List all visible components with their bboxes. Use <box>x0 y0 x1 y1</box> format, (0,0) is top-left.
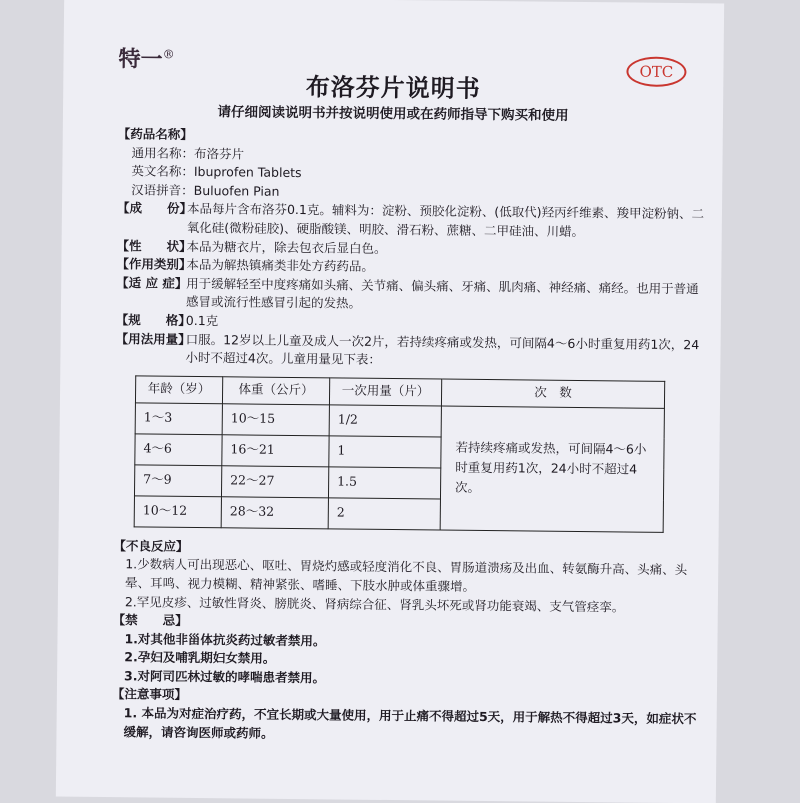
name-section-label: 【药品名称】 <box>117 126 193 142</box>
adverse-item: 1.少数病人可出现恶心、呕吐、胃烧灼感或轻度消化不良、胃肠道溃疡及出血、转氨酶升高、头痛、头晕、耳鸣、视力模糊、精神紧张、嗜睡、下肢水肿或体重骤增。 <box>124 556 688 594</box>
precautions-label: 【注意事项】 <box>111 686 187 703</box>
age-cell: 1～3 <box>135 403 222 435</box>
leaflet-page <box>56 0 724 803</box>
category-label: 【作用类别】 <box>116 256 192 273</box>
leaflet-body <box>111 125 707 747</box>
dose-cell: 1/2 <box>329 405 441 437</box>
contraindication-item: 1.对其他非甾体抗炎药过敏者禁用。 <box>124 630 326 649</box>
weight-cell: 16～21 <box>222 434 329 466</box>
pinyin-name: 汉语拼音：Buluofen Pian <box>131 182 280 199</box>
composition-text: 本品每片含布洛芬0.1克。辅料为：淀粉、预胶化淀粉、(低取代)羟丙纤维素、羧甲淀粉钠、二氧化硅(微粉硅胶)、硬脂酸镁、明胶、滑石粉、蔗糖、二甲硅油、川蜡。 <box>186 201 705 239</box>
indications-text: 用于缓解轻至中度疼痛如头痛、关节痛、偏头痛、牙痛、肌肉痛、神经痛、痛经。也用于普通感冒或流行性感冒引起的发热。 <box>185 275 699 312</box>
contraindication-item: 3.对阿司匹林过敏的哮喘患者禁用。 <box>124 668 326 686</box>
usage-text: 口服。12岁以上儿童及成人一次2片，若持续疼痛或发热，可间隔4～6小时重复用药1次，24小时不超过4次。儿童用量见下表： <box>185 331 700 368</box>
contraindication-item: 2.孕妇及哺乳期妇女禁用。 <box>124 649 276 667</box>
generic-name: 通用名称：布洛芬片 <box>131 144 245 162</box>
dose-cell: 1 <box>329 436 441 468</box>
dose-cell: 2 <box>328 498 440 530</box>
header-frequency: 次 数 <box>441 379 664 408</box>
age-cell: 10～12 <box>134 496 221 528</box>
dose-table <box>134 375 666 533</box>
age-cell: 4～6 <box>135 434 222 466</box>
indications-label: 【适 应 症】 <box>116 274 188 291</box>
spec-label: 【规 格】 <box>115 312 191 328</box>
age-cell: 7～9 <box>134 465 221 497</box>
dose-cell: 1.5 <box>328 467 440 499</box>
registered-mark: ® <box>162 47 175 62</box>
document-subtitle: 请仔细阅读说明书并按说明使用或在药师指导下购买和使用 <box>217 104 569 124</box>
category-text: 本品为解热镇痛类非处方药药品。 <box>186 257 374 274</box>
header-weight: 体重（公斤） <box>222 376 329 404</box>
contraindications-label: 【禁 忌】 <box>112 612 188 628</box>
composition-section <box>117 200 707 243</box>
usage-section <box>115 330 705 373</box>
otc-label: OTC <box>639 62 674 81</box>
weight-cell: 28～32 <box>221 496 328 528</box>
precaution-item: 1. 本品为对症治疗药，不宜长期或大量使用，用于止痛不得超过5天，用于解热不得超过3天，如症状不缓解，请咨询医师或药师。 <box>123 705 697 741</box>
properties-text: 本品为糖衣片，除去包衣后显白色。 <box>186 238 387 256</box>
english-name: 英文名称：Ibuprofen Tablets <box>131 163 302 181</box>
adverse-item: 2.罕见皮疹、过敏性肾炎、膀胱炎、肾病综合征、肾乳头坏死或肾功能衰竭、支气管痉挛。 <box>124 593 625 614</box>
header-age: 年龄（岁） <box>135 376 222 404</box>
brand-name: 特一 <box>118 46 163 73</box>
spec-text: 0.1克 <box>185 312 219 329</box>
frequency-cell: 若持续疼痛或发热，可间隔4～6小时重复用药1次，24小时不超过4次。 <box>440 406 664 532</box>
indications-section <box>116 274 706 317</box>
adverse-label: 【不良反应】 <box>113 537 189 554</box>
usage-label: 【用法用量】 <box>115 330 191 347</box>
header-dose: 一次用量（片） <box>329 378 441 406</box>
document-title: 布洛芬片说明书 <box>305 73 481 103</box>
composition-label: 【成 份】 <box>116 200 193 217</box>
weight-cell: 10～15 <box>222 403 329 435</box>
properties-label: 【性 状】 <box>116 237 192 254</box>
weight-cell: 22～27 <box>221 465 328 497</box>
